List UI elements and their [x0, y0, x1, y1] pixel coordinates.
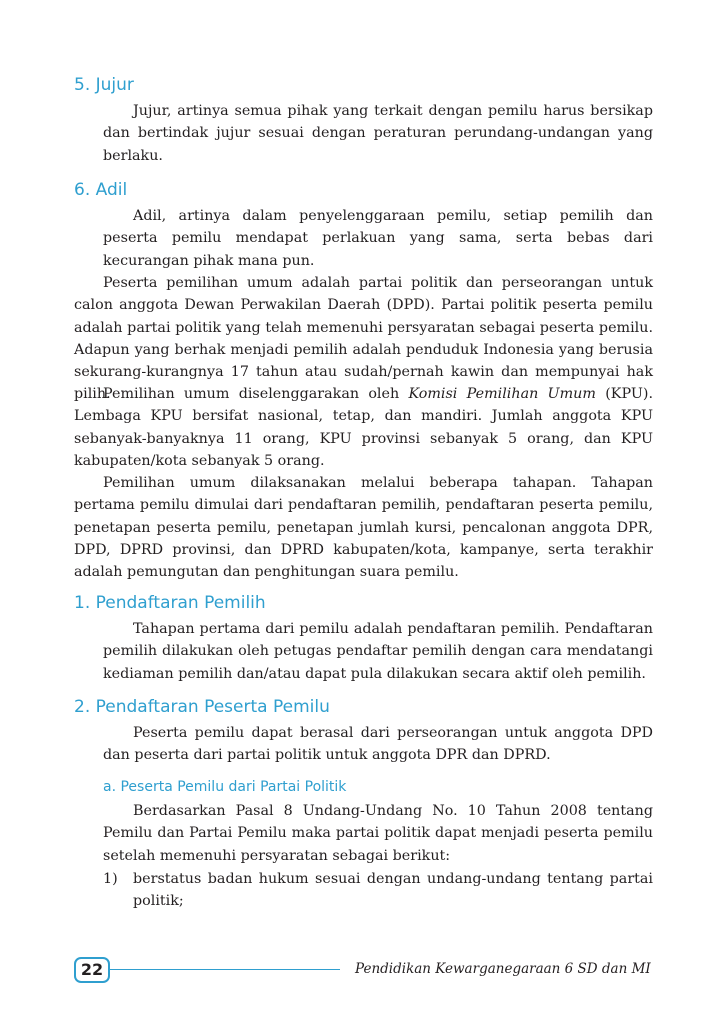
paragraph-kpu	[74, 383, 653, 472]
paragraph-adil: Adil, artinya dalam penyelenggaraan pemilu, setiap pemilih dan peserta pemilu mendapat perlakuan yang sama, serta bebas dari kecurangan pihak mana pun.	[103, 208, 653, 269]
footer-book-title: Pendidikan Kewarganegaraan 6 SD dan MI	[355, 961, 651, 977]
footer-divider	[110, 969, 340, 970]
paragraph-kpu-text-2: (KPU). Lembaga KPU bersifat nasional, tetap, dan mandiri. Jumlah anggota KPU sebanyak-banyaknya 11 orang, KPU provinsi sebanyak 5 orang, dan KPU kabupaten/kota sebanyak 5 orang.	[74, 386, 653, 469]
paragraph-kpu-italic: Komisi Pemilihan Umum	[408, 386, 596, 402]
paragraph-jujur: Jujur, artinya semua pihak yang terkait dengan pemilu harus bersikap dan bertindak jujur sesuai dengan peraturan perundang-undangan yang berlaku.	[103, 103, 653, 164]
heading-adil: 6. Adil	[74, 180, 128, 200]
paragraph-pendaftaran-pemilih: Tahapan pertama dari pemilu adalah pendaftaran pemilih. Pendaftaran pemilih dilakukan oleh petugas pendaftar pemilih dengan cara mendatangi kediaman pemilih dan/atau dapat pula dilakukan secara aktif oleh pemilih.	[103, 621, 653, 682]
list-item: berstatus badan hukum sesuai dengan undang-undang tentang partai politik;	[133, 871, 653, 910]
paragraph-peserta: Peserta pemilihan umum adalah partai politik dan perseorangan untuk calon anggota Dewan Perwakilan Daerah (DPD). Partai politik peserta pemilu adalah partai politik yang telah memenuhi persyaratan sebagai peserta pemilu. Adapun yang berhak menjadi pemilih adalah penduduk Indonesia yang berusia sekurang-kurangnya 17 tahun atau sudah/pernah kawin dan mempunyai hak pilih.	[74, 275, 653, 403]
list-marker: 1)	[103, 871, 118, 887]
paragraph-pendaftaran-peserta: Peserta pemilu dapat berasal dari perseorangan untuk anggota DPD dan peserta dari partai politik untuk anggota DPR dan DPRD.	[103, 725, 653, 764]
paragraph-tahapan: Pemilihan umum dilaksanakan melalui beberapa tahapan. Tahapan pertama pemilu dimulai dari pendaftaran pemilih, pendaftaran peserta pemilu, penetapan peserta pemilu, penetapan jumlah kursi, pencalonan anggota DPR, DPD, DPRD provinsi, dan DPRD kabupaten/kota, kampanye, serta terakhir adalah pemungutan dan penghitungan suara pemilu.	[74, 475, 653, 581]
heading-pendaftaran-pemilih: 1. Pendaftaran Pemilih	[74, 593, 266, 613]
heading-jujur: 5. Jujur	[74, 75, 134, 95]
paragraph-peserta-partai: Berdasarkan Pasal 8 Undang-Undang No. 10 Tahun 2008 tentang Pemilu dan Partai Pemilu maka partai politik dapat menjadi peserta pemilu setelah memenuhi persyaratan sebagai berikut:	[103, 803, 653, 864]
paragraph-kpu-text-1: Pemilihan umum diselenggarakan oleh	[103, 386, 409, 402]
subheading-peserta-partai: a. Peserta Pemilu dari Partai Politik	[103, 779, 347, 795]
page-number-badge: 22	[74, 957, 110, 983]
heading-pendaftaran-peserta: 2. Pendaftaran Peserta Pemilu	[74, 697, 330, 717]
